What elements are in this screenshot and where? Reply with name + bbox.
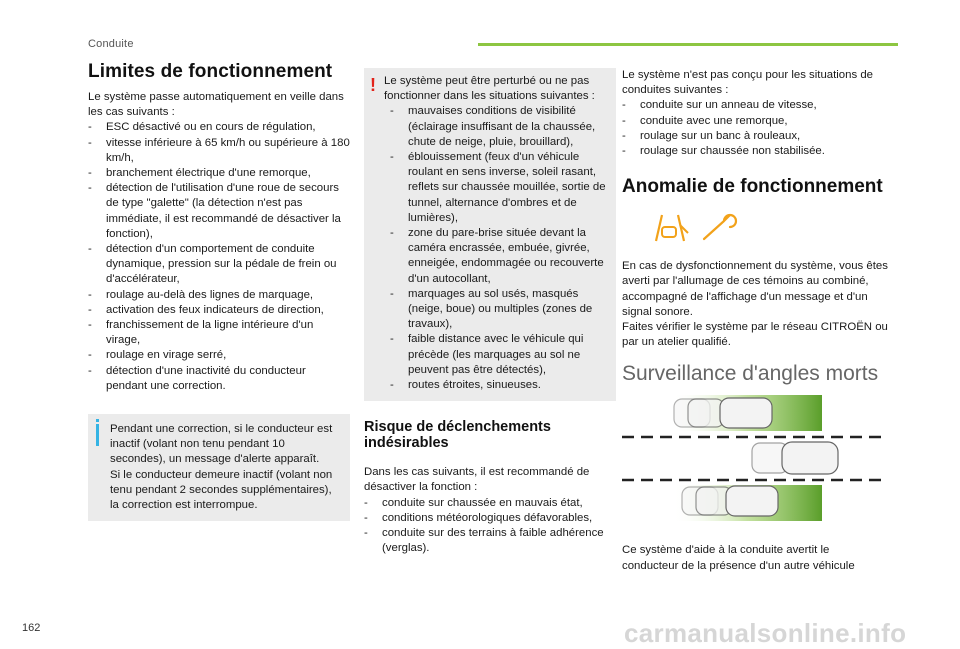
list-item: - conduite sur un anneau de vitesse, xyxy=(622,98,888,113)
not-designed-intro: Le système n'est pas conçu pour les situations de conduites suivantes : xyxy=(622,69,874,97)
column-2 xyxy=(364,72,616,556)
warning-list xyxy=(384,104,608,393)
service-wrench-icon xyxy=(698,211,742,245)
list-item: - ESC désactivé ou en cours de régulation, xyxy=(88,120,350,135)
list-item: - roulage sur chaussée non stabilisée. xyxy=(622,144,888,159)
risk-intro: Dans les cas suivants, il est recommandé de désactiver la fonction : xyxy=(364,466,590,494)
list-item: - conduite sur des terrains à faible adhérence (verglas). xyxy=(364,526,616,556)
blind-spot-title: Surveillance d'angles morts xyxy=(622,362,879,386)
not-designed-list xyxy=(622,98,888,159)
header-accent-bar xyxy=(478,43,898,46)
anomaly-title: Anomalie de fonctionnement xyxy=(622,176,883,198)
list-item: - faible distance avec le véhicule qui précède (les marquages au sol ne peuvent pas être détectés), xyxy=(390,332,608,378)
list-item: - détection d'un comportement de conduite dynamique, pression sur la pédale de frein ou d'accélérateur, xyxy=(88,242,350,288)
warning-exclamation-icon: ! xyxy=(370,75,376,95)
anomaly-text-1: En cas de dysfonctionnement du système, vous êtes averti par l'allumage de ces témoins au combiné, accompagné de l'affichage d'un message et d'un signal sonore. xyxy=(622,260,888,318)
warning-intro: Le système peut être perturbé ou ne pas fonctionner dans les situations suivantes : xyxy=(384,75,595,103)
list-item: - détection d'une inactivité du conducteur pendant une correction. xyxy=(88,364,350,394)
list-item: - branchement électrique d'une remorque, xyxy=(88,166,350,181)
blind-spot-illustration xyxy=(622,395,888,535)
blind-spot-text: Ce système d'aide à la conduite avertit le conducteur de la présence d'un autre véhicule xyxy=(622,544,855,572)
info-text-1: Pendant une correction, si le conducteur est inactif (volant non tenu pendant 10 secondes), un message d'alerte apparaît. xyxy=(110,423,333,466)
list-item: - conditions météorologiques défavorables, xyxy=(364,511,616,526)
info-text-2: Si le conducteur demeure inactif (volant non tenu pendant 2 secondes supplémentaires), la correction est interrompue. xyxy=(110,468,333,512)
page-number: 162 xyxy=(22,622,41,634)
anomaly-text-2: Faites vérifier le système par le réseau CITROËN ou par un atelier qualifié. xyxy=(622,321,888,349)
list-item: - marquages au sol usés, masqués (neige, boue) ou multiples (zones de travaux), xyxy=(390,287,608,333)
risk-title: Risque de déclenchements indésirables xyxy=(364,419,551,452)
list-item: - franchissement de la ligne intérieure d'un virage, xyxy=(88,318,350,348)
list-item: - roulage au-delà des lignes de marquage, xyxy=(88,288,350,303)
limits-list xyxy=(88,120,350,394)
warning-box xyxy=(364,68,616,401)
list-item: - roulage en virage serré, xyxy=(88,348,350,363)
list-item: - conduite avec une remorque, xyxy=(622,114,888,129)
list-item: - éblouissement (feux d'un véhicule roulant en sens inverse, soleil rasant, reflets sur chaussée mouillée, sortie de tunnel, alternance d'ombres et de lumières), xyxy=(390,150,608,226)
column-3 xyxy=(622,68,888,574)
risk-list xyxy=(364,496,616,557)
list-item: - détection de l'utilisation d'une roue de secours de type "galette" (la détection n'est pas immédiate, il est recommandé de désactiver la fonction), xyxy=(88,181,350,242)
limits-title: Limites de fonctionnement xyxy=(88,61,333,82)
watermark: carmanualsonline.info xyxy=(624,618,907,648)
info-icon xyxy=(96,424,99,446)
info-box xyxy=(88,414,350,521)
limits-intro: Le système passe automatiquement en veille dans les cas suivants : xyxy=(88,91,344,119)
column-1 xyxy=(88,60,350,521)
list-item: - activation des feux indicateurs de direction, xyxy=(88,303,350,318)
list-item: - mauvaises conditions de visibilité (éclairage insuffisant de la chaussée, chute de neige, pluie, brouillard), xyxy=(390,104,608,150)
list-item: - roulage sur un banc à rouleaux, xyxy=(622,129,888,144)
list-item: - zone du pare-brise située devant la caméra encrassée, embuée, givrée, enneigée, endommagée ou recouverte d'un autocollant, xyxy=(390,226,608,287)
list-item: - vitesse inférieure à 65 km/h ou supérieure à 180 km/h, xyxy=(88,136,350,166)
section-label: Conduite xyxy=(88,38,134,50)
warning-lights-row xyxy=(648,211,888,245)
list-item: - conduite sur chaussée en mauvais état, xyxy=(364,496,616,511)
list-item: - routes étroites, sinueuses. xyxy=(390,378,608,393)
